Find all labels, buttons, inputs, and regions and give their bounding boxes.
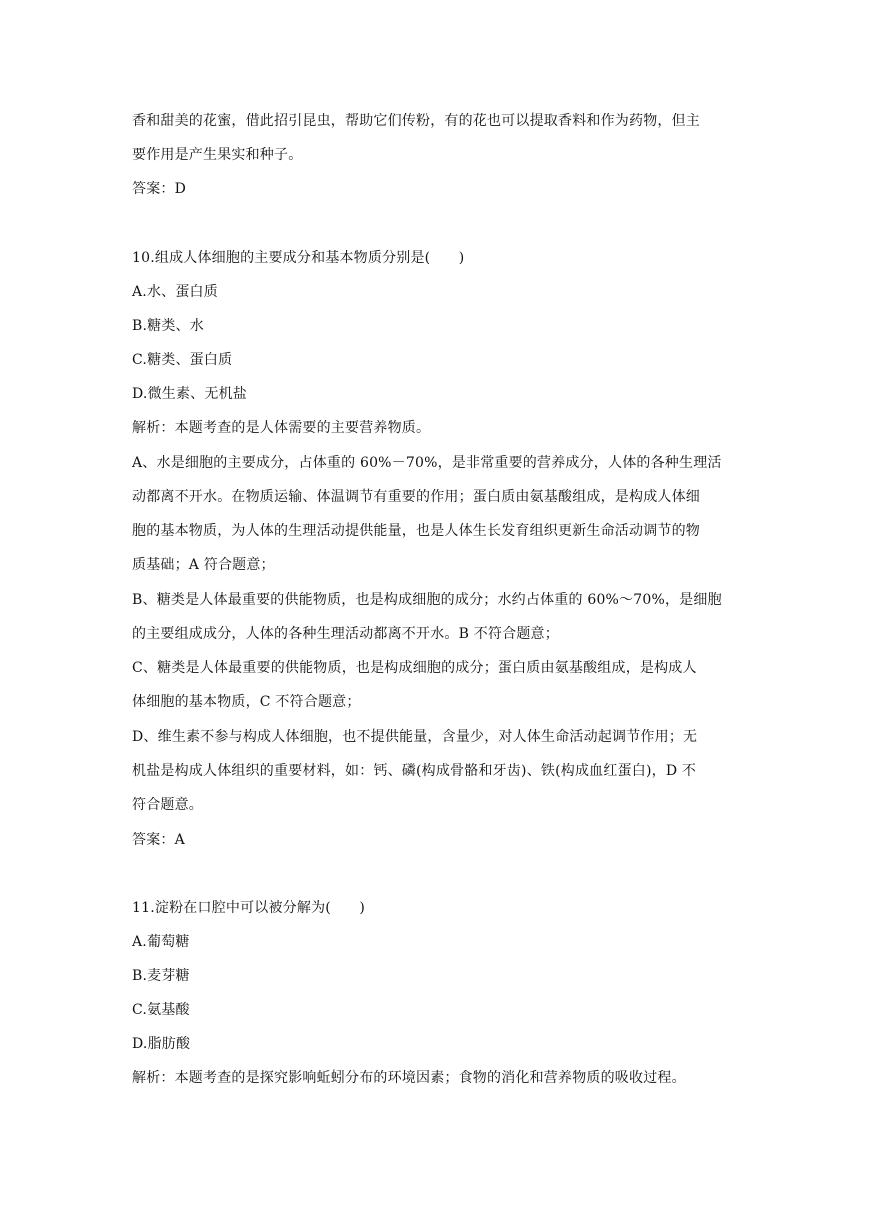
answer-q9: 答案：D xyxy=(132,181,187,197)
q10-analysis-b-line-1: B、糖类是人体最重要的供能物质，也是构成细胞的成分；水约占体重的 60%～70%，是细胞 xyxy=(132,592,722,608)
q10-analysis-c-line-2: 体细胞的基本物质，C 不符合题意； xyxy=(132,694,361,710)
q10-analysis: 解析：本题考查的是人体需要的主要营养物质。 xyxy=(132,420,431,436)
q10-analysis-d-line-2: 机盐是构成人体组织的重要材料，如：钙、磷(构成骨骼和牙齿)、铁(构成血红蛋白)，D 不 xyxy=(132,763,697,779)
q10-analysis-a-line-3: 胞的基本物质，为人体的生理活动提供能量，也是人体生长发育组织更新生命活动调节的物 xyxy=(132,523,700,539)
intro-line-1: 香和甜美的花蜜，借此招引昆虫，帮助它们传粉，有的花也可以提取香料和作为药物，但主 xyxy=(132,113,700,129)
q10-analysis-c-line-1: C、糖类是人体最重要的供能物质，也是构成细胞的成分；蛋白质由氨基酸组成，是构成人 xyxy=(132,660,697,676)
q11-option-b: B.麦芽糖 xyxy=(132,968,190,984)
question-10: 10.组成人体细胞的主要成分和基本物质分别是( ) xyxy=(132,250,465,266)
question-11: 11.淀粉在口腔中可以被分解为( ) xyxy=(132,900,365,916)
q10-option-a: A.水、蛋白质 xyxy=(132,284,218,300)
q11-option-a: A.葡萄糖 xyxy=(132,934,190,950)
q11-analysis: 解析：本题考查的是探究影响蚯蚓分布的环境因素；食物的消化和营养物质的吸收过程。 xyxy=(132,1070,686,1086)
q10-analysis-d-line-3: 符合题意。 xyxy=(132,797,203,813)
q11-option-d: D.脂肪酸 xyxy=(132,1036,191,1052)
q10-analysis-d-line-1: D、维生素不参与构成人体细胞，也不提供能量，含量少，对人体生命活动起调节作用；无 xyxy=(132,729,698,745)
q10-option-c: C.糖类、蛋白质 xyxy=(132,352,233,368)
q11-option-c: C.氨基酸 xyxy=(132,1002,190,1018)
answer-q10: 答案：A xyxy=(132,832,185,848)
q10-analysis-a-line-1: A、水是细胞的主要成分，占体重的 60%－70%，是非常重要的营养成分，人体的各种生理活 xyxy=(132,455,722,471)
q10-analysis-b-line-2: 的主要组成成分，人体的各种生理活动都离不开水。B 不符合题意； xyxy=(132,626,559,642)
q10-option-d: D.微生素、无机盐 xyxy=(132,386,247,402)
intro-line-2: 要作用是产生果实和种子。 xyxy=(132,147,303,163)
q10-analysis-a-line-2: 动都离不开水。在物质运输、体温调节有重要的作用；蛋白质由氨基酸组成，是构成人体细 xyxy=(132,489,700,505)
q10-option-b: B.糖类、水 xyxy=(132,318,204,334)
q10-analysis-a-line-4: 质基础；A 符合题意； xyxy=(132,557,275,573)
